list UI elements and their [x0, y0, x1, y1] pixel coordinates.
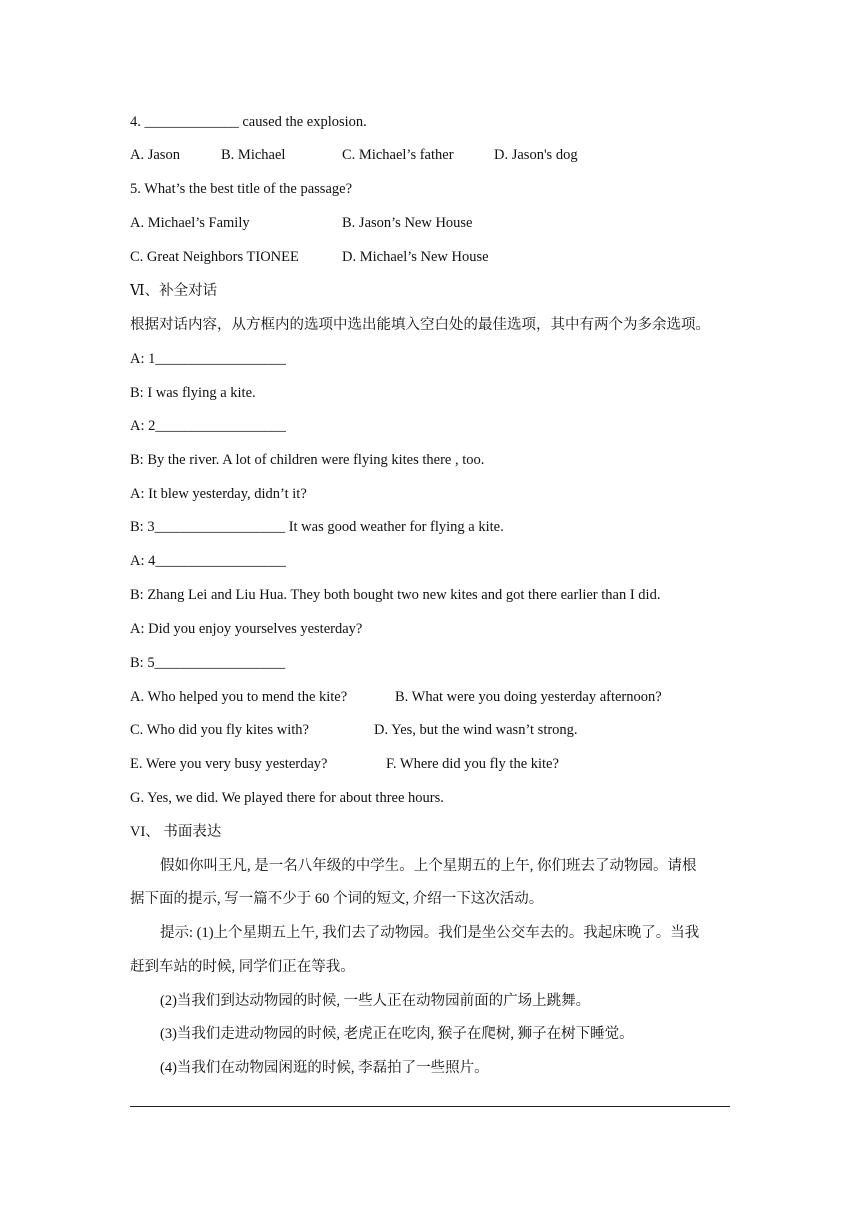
dialogue-line-1: A: 1__________________ [130, 351, 286, 367]
writing-hint-2: (2)当我们到达动物园的时候, 一些人正在动物园前面的广场上跳舞。 [160, 993, 591, 1009]
writing-prompt-line-1: 假如你叫王凡, 是一名八年级的中学生。上个星期五的上午, 你们班去了动物园。请根 [160, 858, 697, 874]
dialogue-line-6: B: 3__________________ It was good weather for flying a kite. [130, 519, 504, 535]
dialogue-line-2: B: I was flying a kite. [130, 385, 256, 401]
writing-hint-line-1: 提示: (1)上个星期五上午, 我们去了动物园。我们是坐公交车去的。我起床晚了。当我 [160, 925, 700, 941]
writing-hint-line-2: 赶到车站的时候, 同学们正在等我。 [130, 959, 355, 975]
question-4-stem: 4. _____________ caused the explosion. [130, 114, 367, 130]
choice-g: G. Yes, we did. We played there for about three hours. [130, 790, 444, 806]
writing-prompt-line-2: 据下面的提示, 写一篇不少于 60 个词的短文, 介绍一下这次活动。 [130, 891, 544, 907]
section-7-heading: VI、 书面表达 [130, 824, 222, 840]
q5-option-b: B. Jason’s New House [342, 215, 473, 231]
choice-e: E. Were you very busy yesterday? [130, 756, 328, 772]
section-6-instruction: 根据对话内容，从方框内的选项中选出能填入空白处的最佳选项，其中有两个为多余选项。 [130, 317, 710, 333]
choice-f: F. Where did you fly the kite? [386, 756, 559, 772]
q4-option-b: B. Michael [221, 147, 286, 163]
q5-option-a: A. Michael’s Family [130, 215, 250, 231]
q4-option-d: D. Jason's dog [494, 147, 578, 163]
footer-divider [130, 1106, 730, 1107]
writing-hint-3: (3)当我们走进动物园的时候, 老虎正在吃肉, 猴子在爬树, 狮子在树下睡觉。 [160, 1026, 634, 1042]
dialogue-line-10: B: 5__________________ [130, 655, 286, 671]
dialogue-line-5: A: It blew yesterday, didn’t it? [130, 486, 307, 502]
choice-c: C. Who did you fly kites with? [130, 722, 309, 738]
dialogue-line-9: A: Did you enjoy yourselves yesterday? [130, 621, 363, 637]
dialogue-line-8: B: Zhang Lei and Liu Hua. They both bought two new kites and got there earlier than I did. [130, 587, 661, 603]
q4-option-c: C. Michael’s father [342, 147, 454, 163]
question-5-stem: 5. What’s the best title of the passage? [130, 181, 353, 197]
q4-option-a: A. Jason [130, 147, 180, 163]
choice-a: A. Who helped you to mend the kite? [130, 689, 348, 705]
dialogue-line-7: A: 4__________________ [130, 553, 286, 569]
dialogue-line-4: B: By the river. A lot of children were flying kites there , too. [130, 452, 485, 468]
dialogue-line-3: A: 2__________________ [130, 418, 286, 434]
choice-d: D. Yes, but the wind wasn’t strong. [374, 722, 578, 738]
choice-b: B. What were you doing yesterday afternoon? [395, 689, 662, 705]
section-6-heading: Ⅵ、补全对话 [130, 283, 218, 299]
q5-option-d: D. Michael’s New House [342, 249, 489, 265]
writing-hint-4: (4)当我们在动物园闲逛的时候, 李磊拍了一些照片。 [160, 1060, 489, 1076]
q5-option-c: C. Great Neighbors TIONEE [130, 249, 299, 265]
